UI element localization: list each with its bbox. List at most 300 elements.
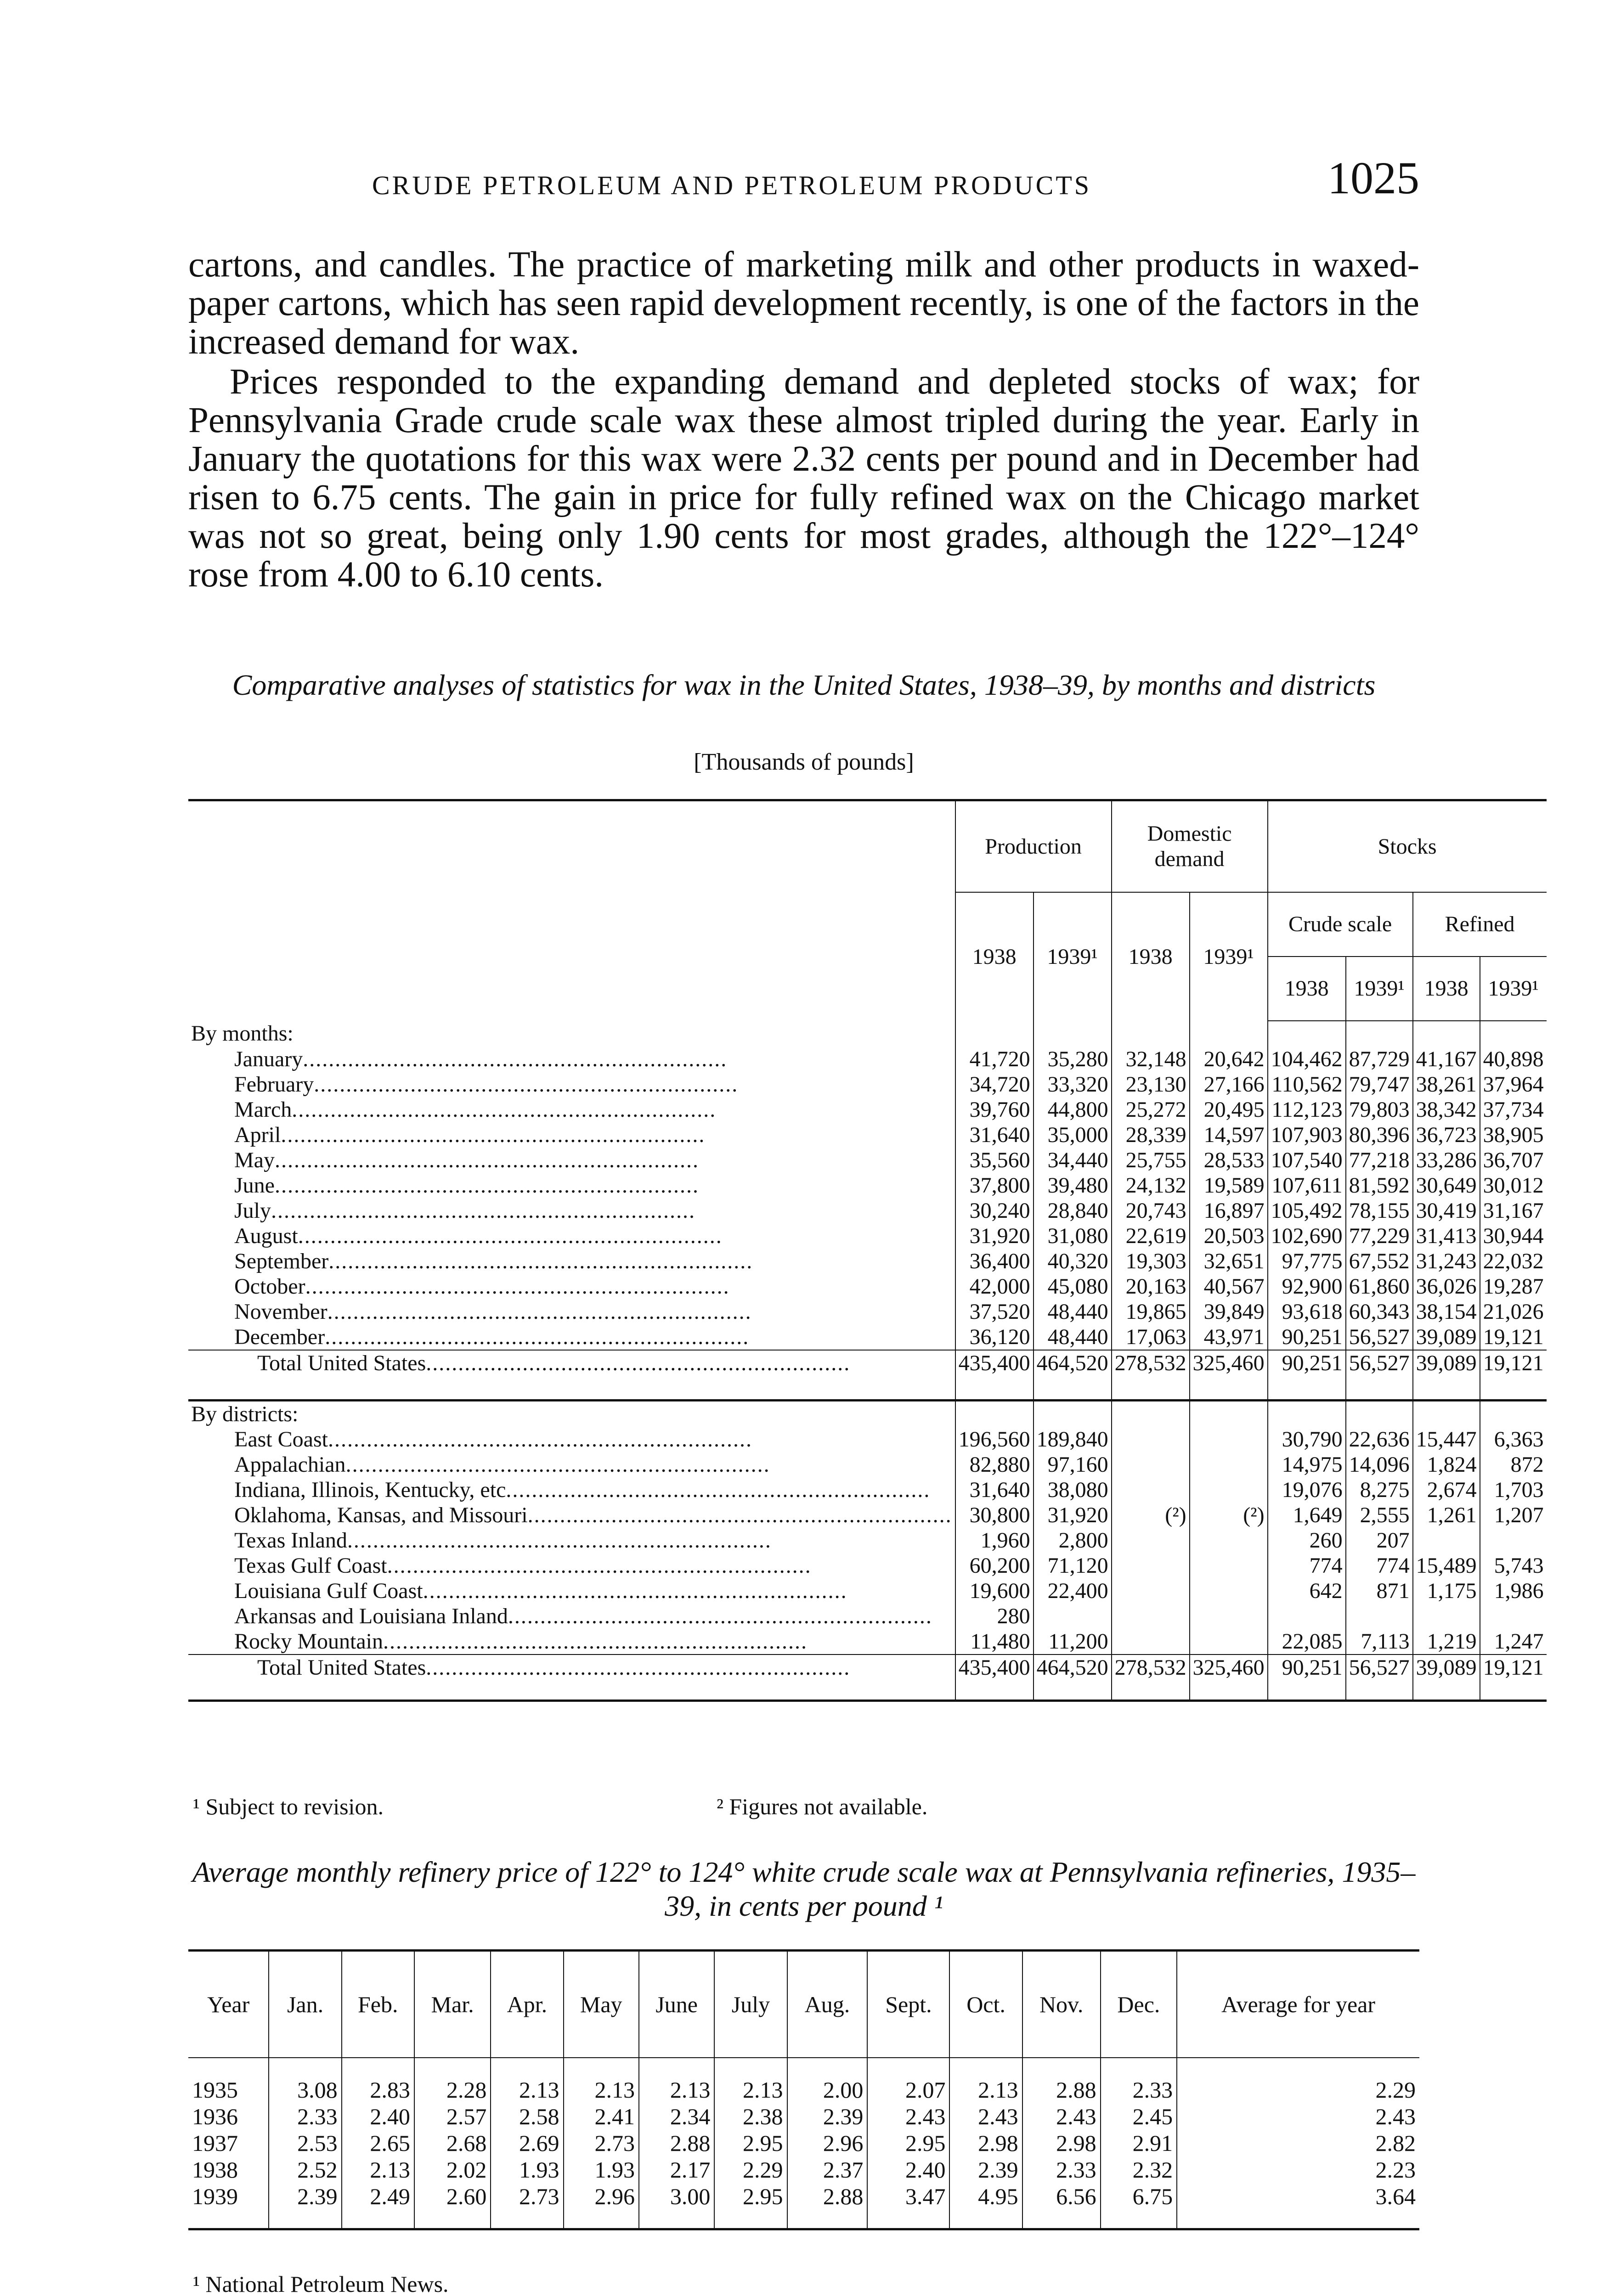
value-cell (1190, 1477, 1268, 1503)
price-cell: 3.08 (269, 2058, 341, 2103)
value-cell: 31,640 (955, 1122, 1034, 1148)
price-cell: 2.98 (1022, 2130, 1101, 2156)
header-crude-1938: 1938 (1268, 957, 1346, 1021)
section-heading-months (188, 1021, 1547, 1047)
empty-cell (1480, 1401, 1547, 1427)
value-cell: 5,743 (1480, 1553, 1547, 1578)
value-cell: 44,800 (1034, 1097, 1112, 1122)
price-cell: 3.00 (639, 2183, 714, 2229)
value-cell (1190, 1427, 1268, 1452)
row-label-text: December (234, 1324, 325, 1349)
value-cell: 80,396 (1346, 1122, 1413, 1148)
month-row (188, 1072, 1547, 1097)
value-cell: 36,026 (1413, 1274, 1480, 1299)
value-cell: 1,261 (1413, 1503, 1480, 1528)
value-cell: 92,900 (1268, 1274, 1346, 1299)
value-cell: 14,975 (1268, 1452, 1346, 1477)
total-row-districts (188, 1654, 1547, 1700)
value-cell: 1,175 (1413, 1578, 1480, 1604)
value-cell: 196,560 (955, 1427, 1034, 1452)
value-cell: (²) (1112, 1503, 1190, 1528)
value-cell: 82,880 (955, 1452, 1034, 1477)
value-cell: 31,920 (1034, 1503, 1112, 1528)
price-cell: 2.13 (342, 2156, 414, 2183)
price-cell: 2.33 (269, 2103, 341, 2130)
value-cell: 14,096 (1346, 1452, 1413, 1477)
value-cell: 11,200 (1034, 1629, 1112, 1654)
empty-cell (1034, 1021, 1112, 1047)
value-cell: 37,800 (955, 1173, 1034, 1198)
price-header-cell: Sept. (867, 1951, 949, 2058)
empty-cell (1034, 1401, 1112, 1427)
leader-dots: .................................................................. (328, 1249, 753, 1273)
value-cell: 30,790 (1268, 1427, 1346, 1452)
value-cell: 97,775 (1268, 1249, 1346, 1274)
value-cell: 20,495 (1190, 1097, 1268, 1122)
value-cell: 17,063 (1112, 1324, 1190, 1350)
empty-cell (1346, 1401, 1413, 1427)
value-cell: 31,413 (1413, 1223, 1480, 1249)
price-cell: 2.43 (1177, 2103, 1419, 2130)
value-cell: 7,113 (1346, 1629, 1413, 1654)
leader-dots: .................................................................. (383, 1629, 808, 1654)
price-cell: 3.64 (1177, 2183, 1419, 2229)
value-cell: 30,419 (1413, 1198, 1480, 1223)
leader-dots: .................................................................. (327, 1299, 752, 1324)
value-cell: 87,729 (1346, 1047, 1413, 1072)
month-row (188, 1249, 1547, 1274)
row-label-text: Louisiana Gulf Coast (234, 1579, 423, 1603)
month-row (188, 1173, 1547, 1198)
value-cell: 2,800 (1034, 1528, 1112, 1553)
value-cell: 38,080 (1034, 1477, 1112, 1503)
value-cell (1190, 1452, 1268, 1477)
price-cell: 2.07 (867, 2058, 949, 2103)
value-cell: 11,480 (955, 1629, 1034, 1654)
price-cell: 2.68 (414, 2130, 491, 2156)
price-header-cell: Year (188, 1951, 269, 2058)
value-cell: 67,552 (1346, 1249, 1413, 1274)
value-cell: 19,865 (1112, 1299, 1190, 1324)
value-cell: 20,743 (1112, 1198, 1190, 1223)
price-header-cell: Apr. (491, 1951, 563, 2058)
price-cell: 2.95 (714, 2130, 787, 2156)
row-label (188, 1477, 955, 1503)
year-cell: 1939 (188, 2183, 269, 2229)
value-cell: 31,167 (1480, 1198, 1547, 1223)
value-cell: 774 (1346, 1553, 1413, 1578)
value-cell: 31,243 (1413, 1249, 1480, 1274)
value-cell: 28,840 (1034, 1198, 1112, 1223)
price-cell: 6.75 (1101, 2183, 1177, 2229)
price-row (188, 2103, 1419, 2130)
value-cell (1034, 1604, 1112, 1629)
price-row (188, 2058, 1419, 2103)
row-label-text: March (234, 1097, 292, 1122)
row-label-text: Total United States (257, 1655, 426, 1680)
year-cell: 1936 (192, 2104, 238, 2129)
value-cell: 37,734 (1480, 1097, 1547, 1122)
paragraph-2: Prices responded to the expanding demand and depleted stocks of wax; for Pennsylvania Grade crude scale wax these almost tripled during the year. Early in January the quotations for this wax were 2.32 cents per pound and in December had risen to 6.75 cents. The gain in price for fully refined wax on the Chicago market was not so great, being only 1.90 cents for most grades, although the 122°–124° rose from 4.00 to 6.10 cents. (188, 362, 1419, 595)
value-cell: 56,527 (1346, 1350, 1413, 1401)
value-cell: 1,960 (955, 1528, 1034, 1553)
row-label (188, 1072, 955, 1097)
price-cell: 2.95 (867, 2130, 949, 2156)
price-cell: 2.98 (949, 2130, 1022, 2156)
leader-dots: .................................................................. (292, 1097, 717, 1122)
value-cell: 112,123 (1268, 1097, 1346, 1122)
leader-dots: .................................................................. (298, 1223, 723, 1248)
row-label (188, 1578, 955, 1604)
value-cell (1190, 1629, 1268, 1654)
row-label-text: May (234, 1148, 275, 1172)
value-cell: 34,720 (955, 1072, 1034, 1097)
price-cell: 6.56 (1022, 2183, 1101, 2229)
value-cell: 871 (1346, 1578, 1413, 1604)
row-label (188, 1604, 955, 1629)
months-section (188, 1021, 1547, 1401)
district-row (188, 1629, 1547, 1654)
price-cell: 2.02 (414, 2156, 491, 2183)
stub-header (188, 800, 955, 1021)
leader-dots: .................................................................. (325, 1324, 750, 1349)
row-label-text: East Coast (234, 1427, 328, 1452)
month-row (188, 1047, 1547, 1072)
value-cell: 1,986 (1480, 1578, 1547, 1604)
header-refined: Refined (1413, 892, 1547, 957)
empty-cell (1268, 1021, 1346, 1047)
value-cell: 40,898 (1480, 1047, 1547, 1072)
value-cell (1112, 1629, 1190, 1654)
value-cell: 19,600 (955, 1578, 1034, 1604)
row-label (188, 1198, 955, 1223)
row-label (188, 1148, 955, 1173)
empty-cell (1190, 1021, 1268, 1047)
price-cell: 2.45 (1101, 2103, 1177, 2130)
row-label-text: September (234, 1249, 329, 1273)
value-cell: 93,618 (1268, 1299, 1346, 1324)
price-header-cell: May (564, 1951, 639, 2058)
value-cell: 31,640 (955, 1477, 1034, 1503)
price-cell: 2.82 (1177, 2130, 1419, 2156)
leader-dots: .................................................................. (345, 1452, 770, 1477)
price-row (188, 2156, 1419, 2183)
value-cell: 31,920 (955, 1223, 1034, 1249)
row-label (188, 1427, 955, 1452)
row-label-text: June (234, 1173, 275, 1198)
value-cell: 36,120 (955, 1324, 1034, 1350)
value-cell: 39,089 (1413, 1350, 1480, 1401)
value-cell: 30,944 (1480, 1223, 1547, 1249)
value-cell: 33,286 (1413, 1148, 1480, 1173)
value-cell (1346, 1604, 1413, 1629)
value-cell: 22,619 (1112, 1223, 1190, 1249)
value-cell: 33,320 (1034, 1072, 1112, 1097)
value-cell (1112, 1528, 1190, 1553)
price-cell: 2.13 (491, 2058, 563, 2103)
value-cell: 105,492 (1268, 1198, 1346, 1223)
price-cell: 2.40 (342, 2103, 414, 2130)
price-cell: 2.65 (342, 2130, 414, 2156)
value-cell: 278,532 (1112, 1350, 1190, 1401)
price-cell: 2.13 (949, 2058, 1022, 2103)
section-heading-districts-label: By districts: (188, 1401, 955, 1427)
price-cell: 2.43 (867, 2103, 949, 2130)
price-cell: 2.49 (342, 2183, 414, 2229)
price-cell: 1.93 (491, 2156, 563, 2183)
value-cell: 435,400 (955, 1654, 1034, 1700)
row-label-text: Indiana, Illinois, Kentucky, etc (234, 1478, 506, 1502)
value-cell: 60,343 (1346, 1299, 1413, 1324)
footnote-price: ¹ National Petroleum News. (193, 2271, 449, 2296)
leader-dots: .................................................................. (506, 1478, 931, 1502)
value-cell: 20,642 (1190, 1047, 1268, 1072)
value-cell (1480, 1528, 1547, 1553)
value-cell: 189,840 (1034, 1427, 1112, 1452)
header-prod-1938: 1938 (955, 892, 1034, 1021)
row-label (188, 1503, 955, 1528)
price-header-cell: Oct. (949, 1951, 1022, 2058)
value-cell: 14,597 (1190, 1122, 1268, 1148)
value-cell (1112, 1578, 1190, 1604)
empty-cell (1413, 1401, 1480, 1427)
value-cell: 71,120 (1034, 1553, 1112, 1578)
empty-cell (1112, 1021, 1190, 1047)
value-cell: 37,964 (1480, 1072, 1547, 1097)
value-cell: 40,567 (1190, 1274, 1268, 1299)
value-cell: 325,460 (1190, 1654, 1268, 1700)
value-cell: 30,800 (955, 1503, 1034, 1528)
row-label (188, 1249, 955, 1274)
row-label-text: Total United States (257, 1351, 426, 1375)
value-cell: 16,897 (1190, 1198, 1268, 1223)
empty-cell (1413, 1021, 1480, 1047)
section-heading-months-label: By months: (191, 1021, 294, 1046)
value-cell (1480, 1604, 1547, 1629)
value-cell: 25,755 (1112, 1148, 1190, 1173)
row-label (188, 1324, 955, 1350)
empty-cell (1480, 1021, 1547, 1047)
value-cell: 107,540 (1268, 1148, 1346, 1173)
value-cell: 19,303 (1112, 1249, 1190, 1274)
value-cell: 15,447 (1413, 1427, 1480, 1452)
row-label-text: July (234, 1198, 271, 1223)
value-cell: 19,121 (1480, 1350, 1547, 1401)
value-cell: 1,207 (1480, 1503, 1547, 1528)
leader-dots: .................................................................. (281, 1122, 706, 1147)
value-cell: 19,121 (1480, 1324, 1547, 1350)
value-cell: 464,520 (1034, 1654, 1112, 1700)
row-label (188, 1299, 955, 1324)
row-label (188, 1223, 955, 1249)
value-cell: 61,860 (1346, 1274, 1413, 1299)
value-cell: 28,533 (1190, 1148, 1268, 1173)
row-label-text: Texas Inland (234, 1528, 347, 1553)
row-label-text: Arkansas and Louisiana Inland (234, 1604, 508, 1628)
value-cell: (²) (1190, 1503, 1268, 1528)
district-row (188, 1604, 1547, 1629)
value-cell: 40,320 (1034, 1249, 1112, 1274)
row-label (188, 1654, 955, 1700)
price-cell: 2.53 (269, 2130, 341, 2156)
value-cell: 2,674 (1413, 1477, 1480, 1503)
row-label (188, 1097, 955, 1122)
wax-statistics-table (188, 799, 1547, 1702)
value-cell: 42,000 (955, 1274, 1034, 1299)
value-cell: 56,527 (1346, 1654, 1413, 1700)
header-production: Production (955, 800, 1112, 892)
price-cell: 2.60 (414, 2183, 491, 2229)
price-cell: 2.69 (491, 2130, 563, 2156)
empty-cell (1346, 1021, 1413, 1047)
value-cell: 19,287 (1480, 1274, 1547, 1299)
price-header-cell: June (639, 1951, 714, 2058)
value-cell (1112, 1553, 1190, 1578)
value-cell: 1,649 (1268, 1503, 1346, 1528)
value-cell: 15,489 (1413, 1553, 1480, 1578)
price-header-cell: Aug. (787, 1951, 868, 2058)
price-cell: 2.73 (564, 2130, 639, 2156)
price-cell: 2.38 (714, 2103, 787, 2130)
value-cell: 207 (1346, 1528, 1413, 1553)
total-row-months (188, 1350, 1547, 1401)
price-cell: 2.83 (342, 2058, 414, 2103)
row-label (188, 1553, 955, 1578)
empty-cell (1190, 1401, 1268, 1427)
price-table-header-row (188, 1951, 1419, 2058)
price-row (188, 2183, 1419, 2229)
price-cell: 2.13 (639, 2058, 714, 2103)
value-cell: 97,160 (1034, 1452, 1112, 1477)
month-row (188, 1223, 1547, 1249)
value-cell: 32,148 (1112, 1047, 1190, 1072)
value-cell: 38,154 (1413, 1299, 1480, 1324)
value-cell: 77,218 (1346, 1148, 1413, 1173)
row-label-text: Appalachian (234, 1452, 346, 1477)
value-cell: 22,636 (1346, 1427, 1413, 1452)
value-cell (1112, 1427, 1190, 1452)
value-cell: 30,012 (1480, 1173, 1547, 1198)
price-cell: 4.95 (949, 2183, 1022, 2229)
row-label-text: Rocky Mountain (234, 1629, 383, 1654)
price-header-cell: Average for year (1177, 1951, 1419, 2058)
price-cell: 2.88 (1022, 2058, 1101, 2103)
leader-dots: .................................................................. (305, 1274, 730, 1299)
header-refined-1939: 1939¹ (1480, 957, 1547, 1021)
table1-caption: Comparative analyses of statistics for wax in the United States, 1938–39, by months and districts (232, 669, 1376, 701)
value-cell: 19,121 (1480, 1654, 1547, 1700)
value-cell (1112, 1604, 1190, 1629)
district-row (188, 1553, 1547, 1578)
value-cell: 102,690 (1268, 1223, 1346, 1249)
price-cell: 2.17 (639, 2156, 714, 2183)
price-row (188, 2130, 1419, 2156)
value-cell: 38,342 (1413, 1097, 1480, 1122)
leader-dots: .................................................................. (328, 1427, 752, 1452)
price-cell: 2.13 (564, 2058, 639, 2103)
month-row (188, 1324, 1547, 1350)
price-cell: 2.23 (1177, 2156, 1419, 2183)
value-cell: 77,229 (1346, 1223, 1413, 1249)
value-cell: 90,251 (1268, 1350, 1346, 1401)
value-cell: 35,000 (1034, 1122, 1112, 1148)
price-cell: 2.40 (867, 2156, 949, 2183)
month-row (188, 1148, 1547, 1173)
row-label (188, 1629, 955, 1654)
value-cell: 1,824 (1413, 1452, 1480, 1477)
value-cell: 22,085 (1268, 1629, 1346, 1654)
price-cell: 2.43 (949, 2103, 1022, 2130)
leader-dots: .................................................................. (314, 1072, 739, 1097)
empty-cell (1112, 1401, 1190, 1427)
value-cell: 35,280 (1034, 1047, 1112, 1072)
price-header-cell: Feb. (342, 1951, 414, 2058)
wax-price-table (188, 1949, 1419, 2230)
price-cell: 1.93 (564, 2156, 639, 2183)
district-row (188, 1427, 1547, 1452)
district-row (188, 1503, 1547, 1528)
value-cell: 45,080 (1034, 1274, 1112, 1299)
value-cell: 25,272 (1112, 1097, 1190, 1122)
table2-caption: Average monthly refinery price of 122° to 124° white crude scale wax at Pennsylvania refineries, 1935–39, in cents per pound ¹ (192, 1856, 1416, 1922)
leader-dots: .................................................................. (527, 1503, 952, 1527)
header-refined-1938: 1938 (1413, 957, 1480, 1021)
row-label-text: Oklahoma, Kansas, and Missouri (234, 1503, 528, 1527)
year-cell: 1935 (192, 2077, 238, 2103)
value-cell: 38,905 (1480, 1122, 1547, 1148)
row-label-text: October (234, 1274, 305, 1299)
leader-dots: .................................................................. (303, 1047, 728, 1071)
value-cell: 107,611 (1268, 1173, 1346, 1198)
price-cell: 2.57 (414, 2103, 491, 2130)
value-cell: 872 (1480, 1452, 1547, 1477)
price-header-cell: Mar. (414, 1951, 491, 2058)
running-title: CRUDE PETROLEUM AND PETROLEUM PRODUCTS (372, 170, 1091, 200)
value-cell: 23,130 (1112, 1072, 1190, 1097)
price-cell: 2.39 (949, 2156, 1022, 2183)
price-cell: 2.73 (491, 2183, 563, 2229)
leader-dots: .................................................................. (347, 1528, 772, 1553)
price-cell: 2.96 (564, 2183, 639, 2229)
leader-dots: .................................................................. (423, 1579, 847, 1603)
row-label-text: November (234, 1299, 328, 1324)
price-cell: 2.00 (787, 2058, 868, 2103)
value-cell (1112, 1452, 1190, 1477)
value-cell: 78,155 (1346, 1198, 1413, 1223)
footnote-1: ¹ Subject to revision. (193, 1794, 384, 1819)
value-cell: 39,480 (1034, 1173, 1112, 1198)
district-row (188, 1578, 1547, 1604)
month-row (188, 1122, 1547, 1148)
price-header-cell: Jan. (269, 1951, 341, 2058)
header-crude-scale: Crude scale (1268, 892, 1413, 957)
value-cell: 81,592 (1346, 1173, 1413, 1198)
value-cell: 24,132 (1112, 1173, 1190, 1198)
value-cell: 90,251 (1268, 1324, 1346, 1350)
table1-unit-note: [Thousands of pounds] (694, 749, 914, 775)
value-cell: 28,339 (1112, 1122, 1190, 1148)
header-dem-1939: 1939¹ (1190, 892, 1268, 1021)
price-cell: 2.28 (414, 2058, 491, 2103)
value-cell: 21,026 (1480, 1299, 1547, 1324)
value-cell (1413, 1528, 1480, 1553)
header-stocks: Stocks (1268, 800, 1547, 892)
value-cell: 104,462 (1268, 1047, 1346, 1072)
district-row (188, 1452, 1547, 1477)
value-cell: 642 (1268, 1578, 1346, 1604)
value-cell: 32,651 (1190, 1249, 1268, 1274)
month-row (188, 1299, 1547, 1324)
